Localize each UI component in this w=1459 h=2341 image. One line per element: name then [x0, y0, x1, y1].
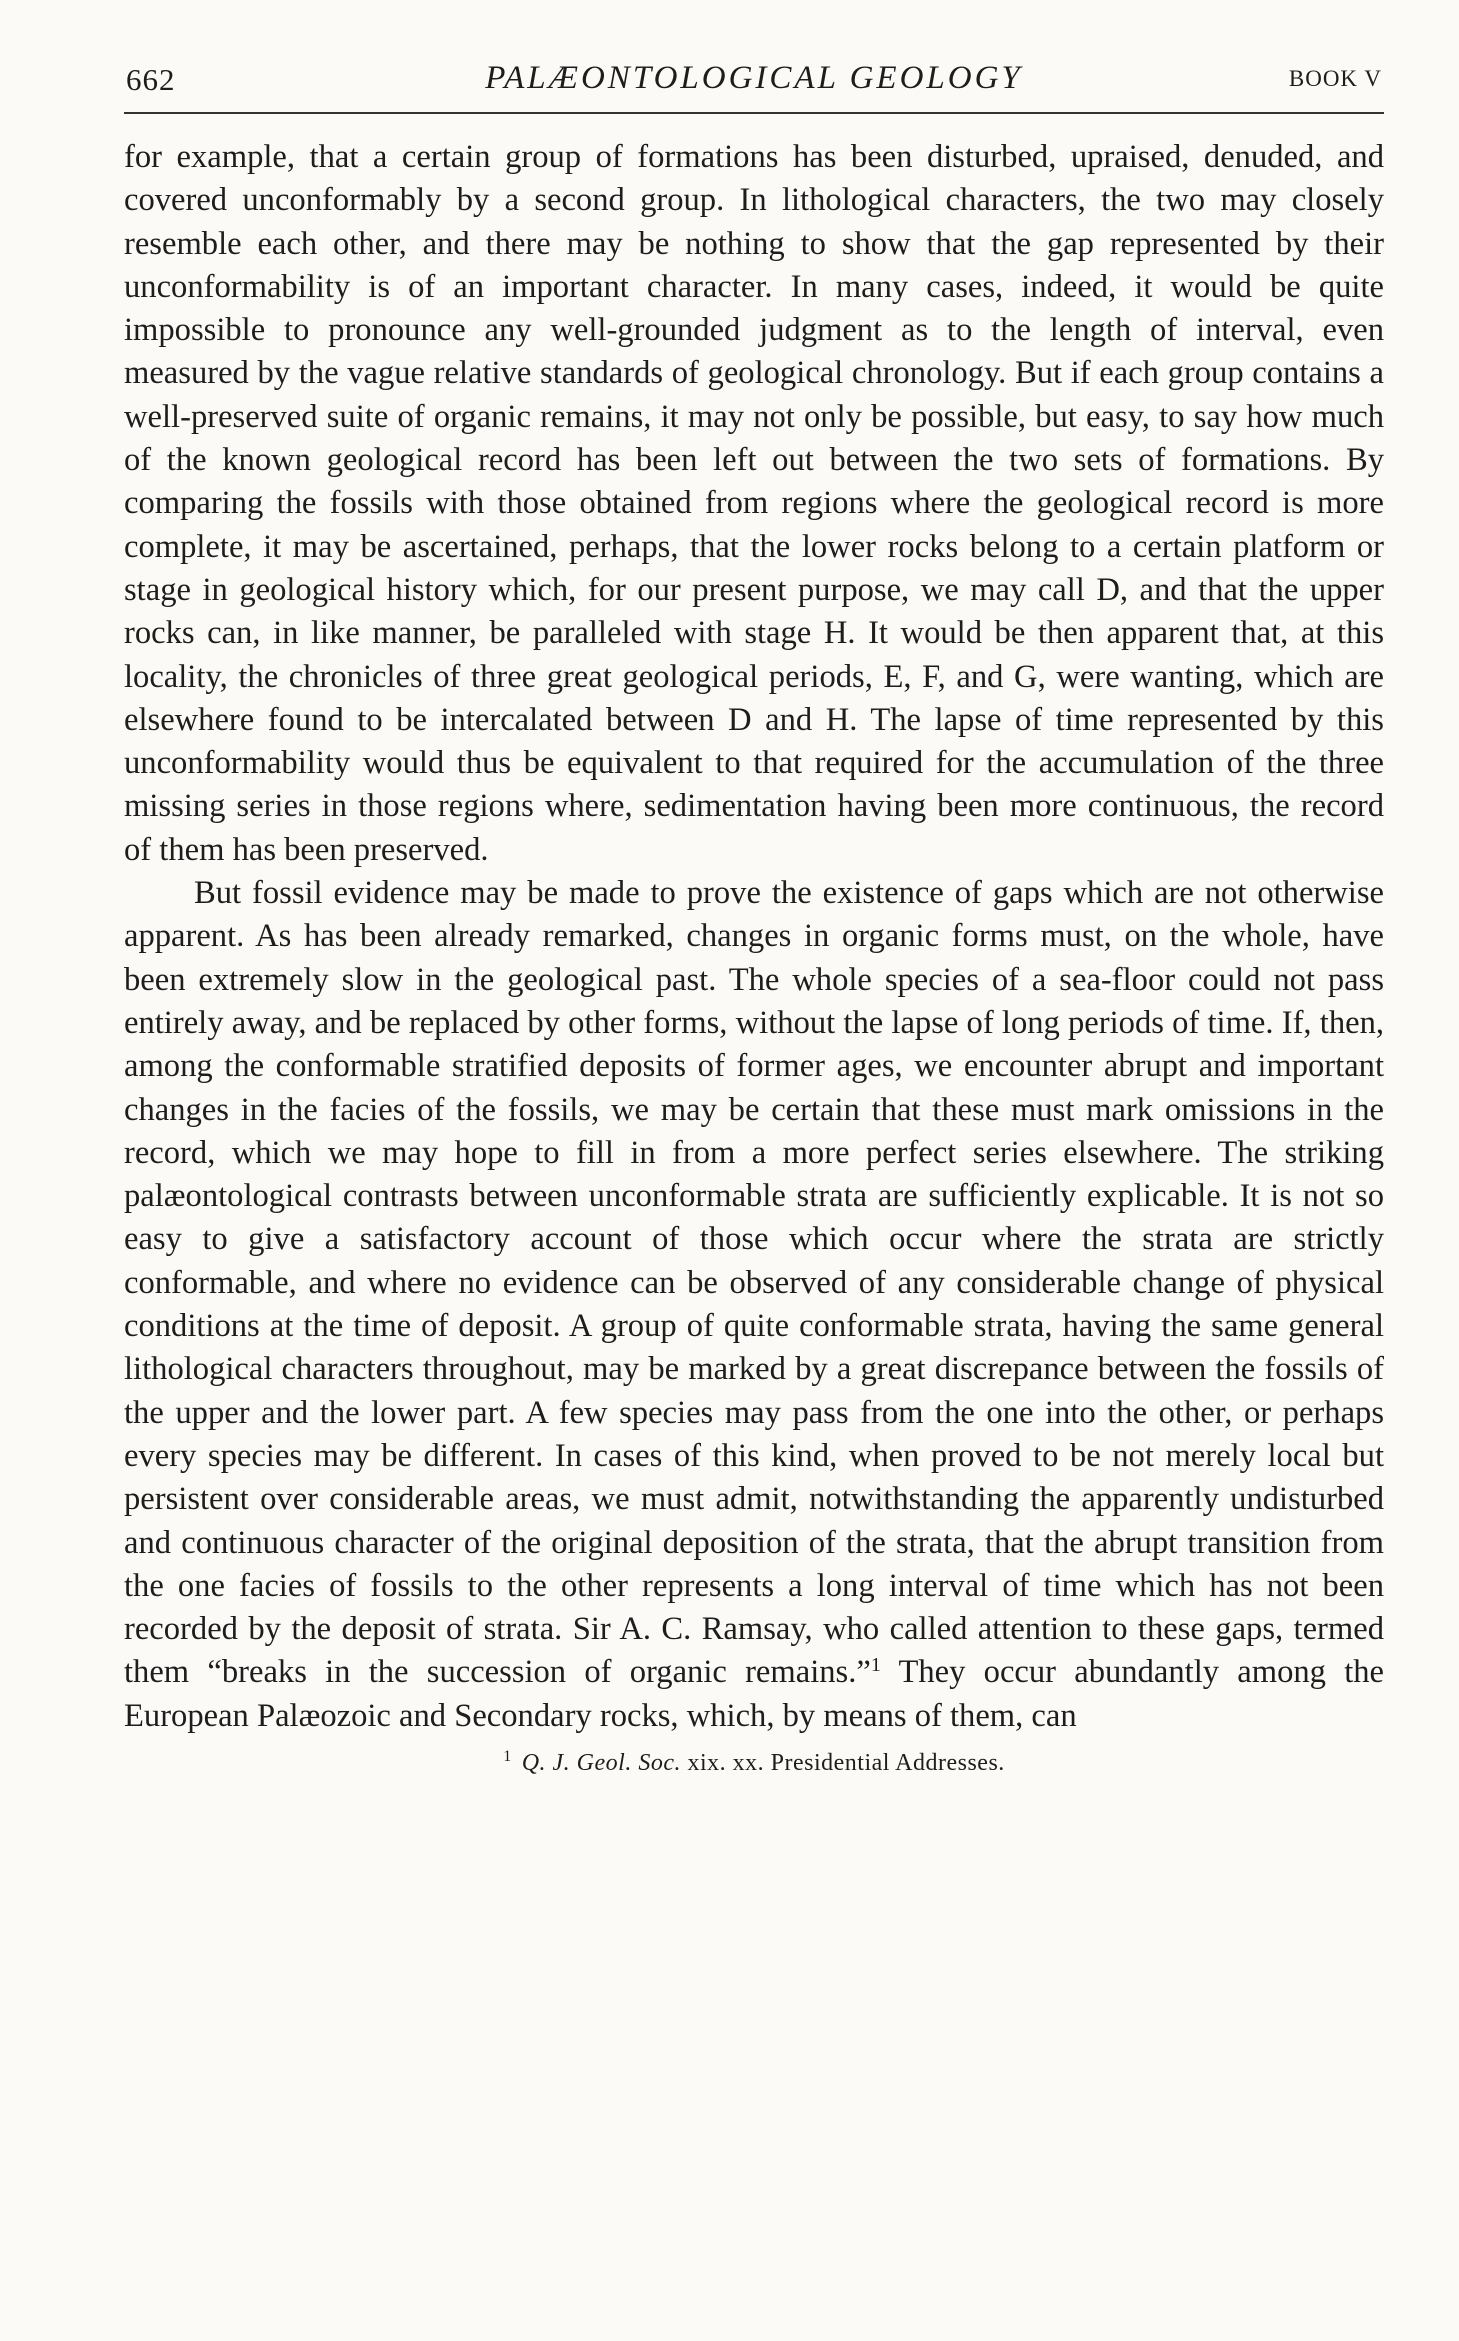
paragraph-continued: for example, that a certain group of formations has been disturbed, upraised, denuded, and covered unconformably by a second group. In lithological characters, the two may closely resemble each other, and there may be nothing to show that the gap represented by their unconformability is of an important character. In many cases, indeed, it would be quite impossible to pronounce any well-grounded judgment as to the length of interval, even measured by the vague relative standards of geological chronology. But if each group contains a well-preserved suite of organic remains, it may not only be possible, but easy, to say how much of the known geological record has been left out between the two sets of formations. By comparing the fossils with those obtained from regions where the geological record is more complete, it may be ascertained, perhaps, that the lower rocks belong to a certain platform or stage in geological history which, for our present purpose, we may call D, and that the upper rocks can, in like manner, be paralleled with stage H. It would be then apparent that, at this locality, the chronicles of three great geological periods, E, F, and G, were wanting, which are elsewhere found to be intercalated between D and H. The lapse of time represented by this unconformability would thus be equivalent to that required for the accumulation of the three missing series in those regions where, sedimentation having been more continuous, the record of them has been preserved. [124, 139, 1384, 868]
paragraph-text: But fossil evidence may be made to prove the existence of gaps which are not otherwise apparent. As has been already remarked, changes in organic forms must, on the whole, have been extremely slow in the geological past. The whole species of a sea-floor could not pass entirely away, and be replaced by other forms, without the lapse of long periods of time. If, then, among the conformable stratified deposits of former ages, we encounter abrupt and important changes in the facies of the fossils, we may be certain that these must mark omissions in the record, which we may hope to fill in from a more perfect series elsewhere. The striking palæontological contrasts between unconformable strata are sufficiently explicable. It is not so easy to give a satisfactory account of those which occur where the strata are strictly conformable, and where no evidence can be observed of any considerable change of physical conditions at the time of deposit. A group of quite conformable strata, having the same general lithological characters throughout, may be marked by a great discrepance between the fossils of the upper and the lower part. A few species may pass from the one into the other, or perhaps every species may be different. In cases of this kind, when proved to be not merely local but persistent over considerable areas, we must admit, notwithstanding the apparently undisturbed and continuous character of the original deposition of the strata, that the abrupt transition from the one facies of fossils to the other represents a long interval of time which has not been recorded by the deposit of strata. Sir A. C. Ramsay, who called attention to these gaps, termed them “breaks in the succession of organic remains.” [124, 875, 1384, 1691]
paragraph-fossil-evidence [124, 872, 1384, 1738]
footnote-text: xix. xx. Presidential Addresses. [680, 1749, 1005, 1776]
page-number: 662 [126, 62, 176, 97]
body-text [124, 136, 1384, 1738]
footnote-marker: 1 [503, 1747, 512, 1765]
footnote-reference[interactable]: 1 [870, 1654, 881, 1677]
page-header [124, 56, 1384, 114]
footnote-citation: Q. J. Geol. Soc. [521, 1749, 681, 1776]
paragraph-text-continued: They occur abundantly among the European Palæozoic and Secondary rocks, which, by means of them, can [124, 1654, 1384, 1734]
running-title: PALÆONTOLOGICAL GEOLOGY [485, 60, 1023, 96]
document-page [124, 56, 1384, 1778]
footnote [124, 1748, 1384, 1778]
book-label: BOOK V [1288, 66, 1382, 91]
